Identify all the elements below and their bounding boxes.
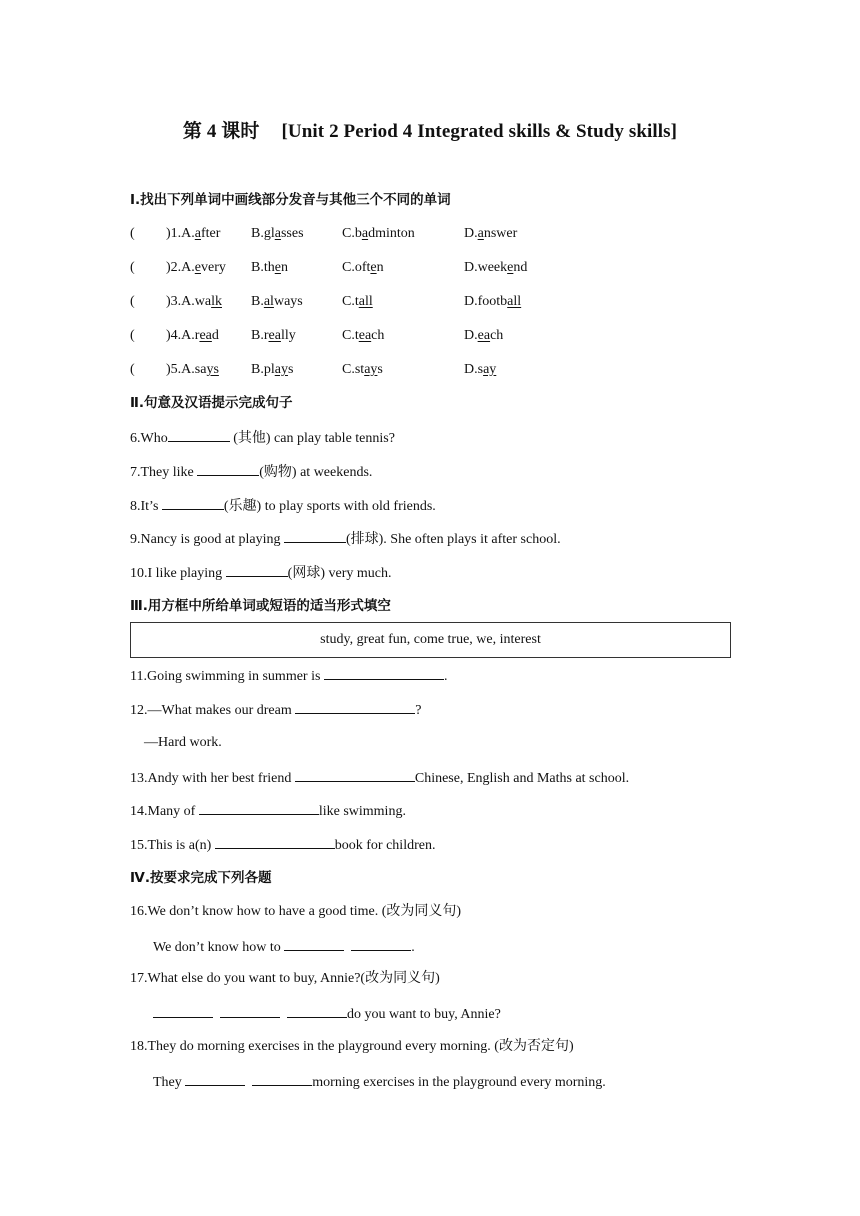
answer-blank[interactable] <box>284 937 344 951</box>
answer-blank[interactable] <box>168 428 230 442</box>
option-d: D.football <box>464 294 522 309</box>
option-a: )4.A.read <box>166 328 219 343</box>
option-a: )2.A.every <box>166 260 226 275</box>
section-3-heading: Ⅲ.用方框中所给单词或短语的适当形式填空 <box>130 598 391 614</box>
option-b: B.plays <box>251 362 294 377</box>
option-c: C.often <box>342 260 384 275</box>
question-10: 10.I like playing (网球) very much. <box>130 563 391 583</box>
option-a: )3.A.walk <box>166 294 222 309</box>
option-d: D.each <box>464 328 504 343</box>
section-2-heading: Ⅱ.句意及汉语提示完成句子 <box>130 395 293 411</box>
answer-paren[interactable]: ( <box>130 362 135 377</box>
answer-blank[interactable] <box>185 1072 245 1086</box>
question-16: 16.We don’t know how to have a good time. (改为同义句) <box>130 904 462 919</box>
question-17-answer: do you want to buy, Annie? <box>153 1004 501 1024</box>
option-d: D.answer <box>464 226 518 241</box>
answer-blank[interactable] <box>284 529 346 543</box>
option-b: B.really <box>251 328 296 343</box>
question-12: 12.—What makes our dream ? <box>130 700 421 720</box>
question-7: 7.They like (购物) at weekends. <box>130 462 372 482</box>
question-18-answer: They morning exercises in the playground every morning. <box>153 1072 606 1092</box>
option-c: C.teach <box>342 328 385 343</box>
question-6: 6.Who (其他) can play table tennis? <box>130 428 395 448</box>
answer-blank[interactable] <box>351 937 411 951</box>
answer-blank[interactable] <box>220 1004 280 1018</box>
word-box: study, great fun, come true, we, interest <box>130 622 731 658</box>
option-a: )1.A.after <box>166 226 221 241</box>
question-16-answer: We don’t know how to . <box>153 937 415 957</box>
answer-blank[interactable] <box>295 700 415 714</box>
question-15: 15.This is a(n) book for children. <box>130 835 435 855</box>
answer-blank[interactable] <box>197 462 259 476</box>
answer-blank[interactable] <box>162 496 224 510</box>
option-b: B.glasses <box>251 226 304 241</box>
question-12-answer: —Hard work. <box>144 735 222 750</box>
question-8: 8.It’s (乐趣) to play sports with old friends. <box>130 496 436 516</box>
answer-paren[interactable]: ( <box>130 328 135 343</box>
answer-blank[interactable] <box>226 563 288 577</box>
answer-blank[interactable] <box>252 1072 312 1086</box>
option-c: C.tall <box>342 294 373 309</box>
option-d: D.say <box>464 362 497 377</box>
question-9: 9.Nancy is good at playing (排球). She often plays it after school. <box>130 529 561 549</box>
option-b: B.always <box>251 294 303 309</box>
question-17: 17.What else do you want to buy, Annie?(改为同义句) <box>130 971 440 986</box>
option-c: C.stays <box>342 362 383 377</box>
option-b: B.then <box>251 260 288 275</box>
page-title <box>0 116 860 143</box>
answer-paren[interactable]: ( <box>130 294 135 309</box>
section-4-heading: Ⅳ.按要求完成下列各题 <box>130 870 272 886</box>
section-1-heading: Ⅰ.找出下列单词中画线部分发音与其他三个不同的单词 <box>130 192 451 208</box>
question-18: 18.They do morning exercises in the playground every morning. (改为否定句) <box>130 1039 574 1054</box>
answer-blank[interactable] <box>153 1004 213 1018</box>
answer-blank[interactable] <box>215 835 335 849</box>
option-a: )5.A.says <box>166 362 219 377</box>
answer-paren[interactable]: ( <box>130 260 135 275</box>
answer-paren[interactable]: ( <box>130 226 135 241</box>
answer-blank[interactable] <box>295 768 415 782</box>
option-d: D.weekend <box>464 260 528 275</box>
question-11: 11.Going swimming in summer is . <box>130 666 447 686</box>
title-cn: 第 4 课时 <box>182 121 260 142</box>
answer-blank[interactable] <box>199 801 319 815</box>
answer-blank[interactable] <box>324 666 444 680</box>
question-13: 13.Andy with her best friend Chinese, English and Maths at school. <box>130 768 629 788</box>
option-c: C.badminton <box>342 226 415 241</box>
question-14: 14.Many of like swimming. <box>130 801 406 821</box>
title-en: [Unit 2 Period 4 Integrated skills & Study skills] <box>281 121 678 142</box>
answer-blank[interactable] <box>287 1004 347 1018</box>
